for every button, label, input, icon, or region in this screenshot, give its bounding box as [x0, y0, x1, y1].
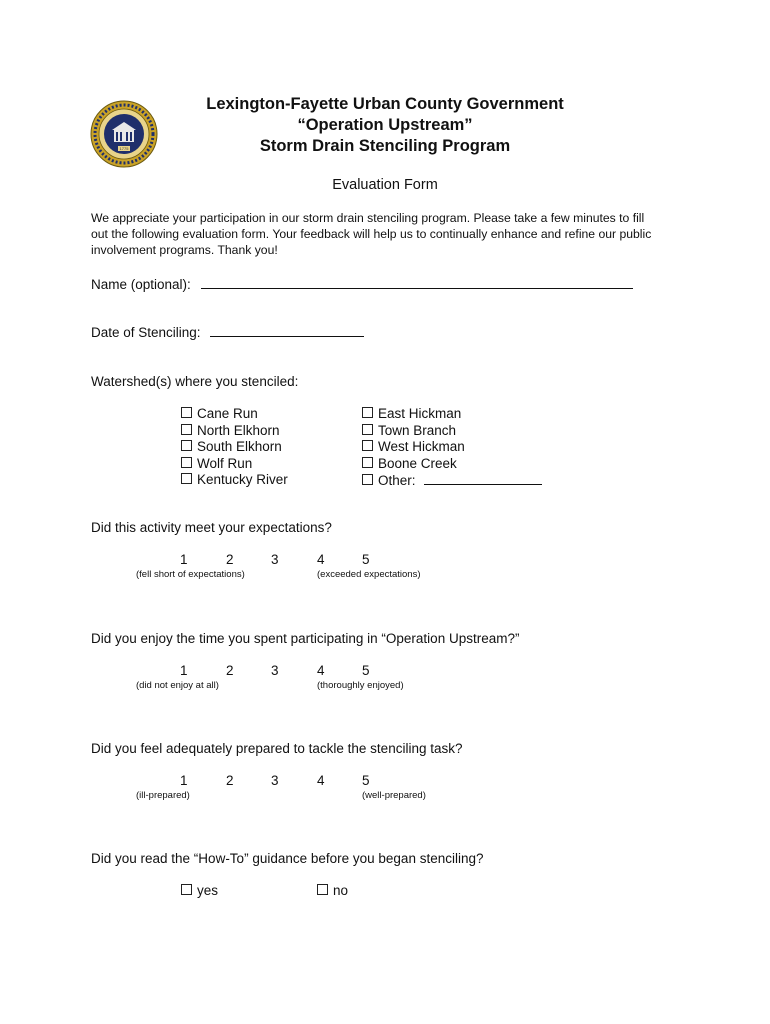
scale-low-caption: (ill-prepared): [136, 790, 190, 801]
header-line-2: “Operation Upstream”: [297, 116, 473, 134]
watershed-option[interactable]: Cane Run: [181, 406, 288, 423]
scale-high-caption: (thoroughly enjoyed): [317, 680, 404, 691]
name-label: Name (optional):: [91, 277, 191, 292]
watershed-option[interactable]: Other:: [362, 472, 542, 490]
name-input-line[interactable]: [201, 276, 633, 289]
prepared-question: Did you feel adequately prepared to tackle the stenciling task?: [91, 741, 463, 756]
scale-option[interactable]: 1: [180, 773, 188, 788]
name-row: [91, 276, 633, 292]
date-row: [91, 324, 364, 340]
checkbox-icon[interactable]: [181, 473, 192, 484]
checkbox-icon[interactable]: [317, 884, 328, 895]
scale-option[interactable]: 5: [362, 773, 370, 788]
intro-line: We appreciate your participation in our storm drain stenciling program. Please take a few minutes to fill: [91, 211, 645, 225]
scale-option[interactable]: 1: [180, 663, 188, 678]
checkbox-icon[interactable]: [181, 457, 192, 468]
watershed-option[interactable]: Kentucky River: [181, 472, 288, 489]
checkbox-icon[interactable]: [181, 424, 192, 435]
checkbox-icon[interactable]: [362, 457, 373, 468]
watershed-option[interactable]: Boone Creek: [362, 456, 542, 473]
scale-option[interactable]: 4: [317, 552, 325, 567]
scale-low-caption: (fell short of expectations): [136, 569, 245, 580]
scale-option[interactable]: 4: [317, 773, 325, 788]
header-line-1: Lexington-Fayette Urban County Government: [206, 95, 564, 113]
scale-option[interactable]: 3: [271, 773, 279, 788]
scale-option[interactable]: 5: [362, 552, 370, 567]
scale-option[interactable]: 1: [180, 552, 188, 567]
watershed-option[interactable]: West Hickman: [362, 439, 542, 456]
watershed-option[interactable]: Wolf Run: [181, 456, 288, 473]
checkbox-icon[interactable]: [181, 884, 192, 895]
watershed-option[interactable]: Town Branch: [362, 423, 542, 440]
checkbox-icon[interactable]: [181, 440, 192, 451]
header-line-3: Storm Drain Stenciling Program: [259, 137, 511, 155]
checkbox-icon[interactable]: [362, 474, 373, 485]
svg-text:1775: 1775: [119, 146, 129, 151]
expectations-scale: [0, 552, 770, 592]
checkbox-icon[interactable]: [362, 407, 373, 418]
other-input-line[interactable]: [424, 472, 542, 485]
scale-option[interactable]: 5: [362, 663, 370, 678]
scale-option[interactable]: 4: [317, 663, 325, 678]
scale-option[interactable]: 3: [271, 552, 279, 567]
watershed-right-column: [362, 406, 542, 490]
watershed-question: Watershed(s) where you stenciled:: [91, 374, 299, 389]
scale-option[interactable]: 2: [226, 773, 234, 788]
scale-low-caption: (did not enjoy at all): [136, 680, 219, 691]
intro-paragraph: [91, 210, 691, 258]
county-seal-logo: [90, 100, 158, 168]
howto-question: Did you read the “How-To” guidance before you began stenciling?: [91, 851, 484, 866]
date-input-line[interactable]: [210, 324, 364, 337]
checkbox-icon[interactable]: [181, 407, 192, 418]
expectations-question: Did this activity meet your expectations?: [91, 520, 332, 535]
intro-line: out the following evaluation form. Your feedback will help us to continually enhance and refine our public: [91, 227, 652, 241]
scale-high-caption: (well-prepared): [362, 790, 426, 801]
watershed-option[interactable]: North Elkhorn: [181, 423, 288, 440]
watershed-left-column: [181, 406, 288, 489]
watershed-option[interactable]: East Hickman: [362, 406, 542, 423]
form-subtitle: Evaluation Form: [332, 177, 438, 193]
enjoy-scale: [0, 663, 770, 703]
checkbox-icon[interactable]: [362, 424, 373, 435]
scale-option[interactable]: 2: [226, 552, 234, 567]
date-label: Date of Stenciling:: [91, 325, 201, 340]
scale-option[interactable]: 3: [271, 663, 279, 678]
howto-no-option[interactable]: no: [317, 883, 348, 900]
scale-high-caption: (exceeded expectations): [317, 569, 421, 580]
howto-yes-option[interactable]: yes: [181, 883, 218, 900]
scale-option[interactable]: 2: [226, 663, 234, 678]
checkbox-icon[interactable]: [362, 440, 373, 451]
enjoy-question: Did you enjoy the time you spent participating in “Operation Upstream?”: [91, 631, 520, 646]
watershed-option[interactable]: South Elkhorn: [181, 439, 288, 456]
prepared-scale: [0, 773, 770, 813]
intro-line: involvement programs. Thank you!: [91, 243, 278, 257]
